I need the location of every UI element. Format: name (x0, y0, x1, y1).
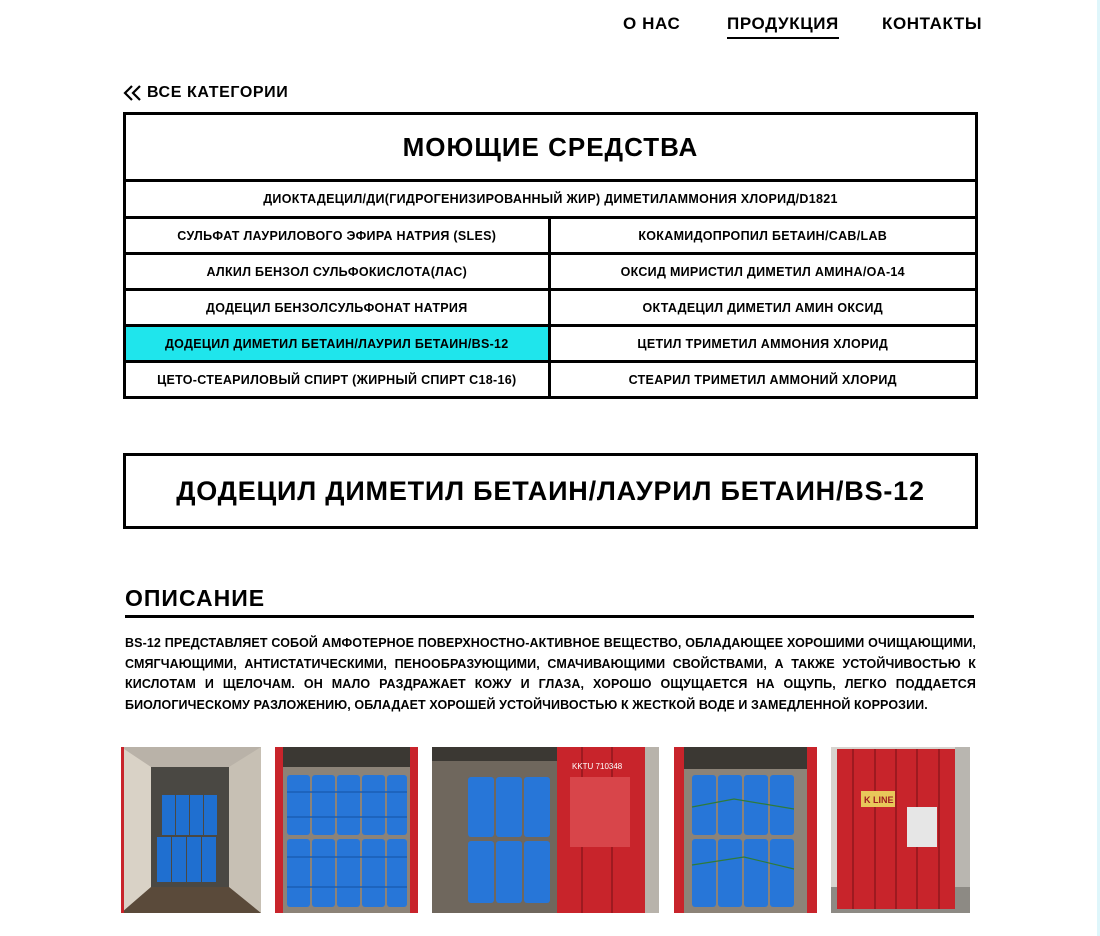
category-row (126, 363, 975, 396)
category-title: МОЮЩИЕ СРЕДСТВА (126, 115, 975, 182)
product-link[interactable]: ОКСИД МИРИСТИЛ ДИМЕТИЛ АМИНА/OA-14 (620, 264, 905, 279)
product-link[interactable]: КОКАМИДОПРОПИЛ БЕТАИН/CAB/LAB (638, 228, 888, 243)
category-row (126, 255, 975, 291)
nav-contacts[interactable]: КОНТАКТЫ (882, 14, 983, 33)
container-door-text: KKTU 710348 (572, 762, 623, 771)
product-link[interactable]: АЛКИЛ БЕНЗОЛ СУЛЬФОКИСЛОТА(ЛАС) (126, 255, 551, 288)
category-row (126, 327, 975, 363)
container-door-image (432, 747, 659, 913)
container-closed-image (831, 747, 970, 913)
photo-container-drums-3[interactable] (674, 747, 817, 913)
product-link[interactable]: ЦЕТИЛ ТРИМЕТИЛ АММОНИЯ ХЛОРИД (637, 336, 889, 351)
description-heading: ОПИСАНИЕ (125, 585, 974, 618)
photo-container-drums-1[interactable] (121, 747, 261, 913)
product-link[interactable]: СУЛЬФАТ ЛАУРИЛОВОГО ЭФИРА НАТРИЯ (SLES) (126, 219, 551, 252)
product-link[interactable]: ЦЕТО-СТЕАРИЛОВЫЙ СПИРТ (ЖИРНЫЙ СПИРТ C18-16) (126, 363, 551, 396)
product-link[interactable]: СТЕАРИЛ ТРИМЕТИЛ АММОНИЙ ХЛОРИД (628, 372, 897, 387)
back-link-label: ВСЕ КАТЕГОРИИ (147, 84, 289, 101)
category-row (126, 182, 975, 219)
product-link[interactable]: ДОДЕЦИЛ БЕНЗОЛСУЛЬФОНАТ НАТРИЯ (126, 291, 551, 324)
container-logo-text: K LINE (864, 795, 894, 805)
container-drums-image (674, 747, 817, 913)
category-row (126, 291, 975, 327)
nav-products[interactable]: ПРОДУКЦИЯ (727, 14, 839, 39)
product-title: ДОДЕЦИЛ ДИМЕТИЛ БЕТАИН/ЛАУРИЛ БЕТАИН/BS-12 (123, 453, 978, 529)
category-table (123, 112, 978, 399)
double-chevron-left-icon (123, 84, 143, 102)
product-link-active[interactable]: ДОДЕЦИЛ ДИМЕТИЛ БЕТАИН/ЛАУРИЛ БЕТАИН/BS-12 (126, 327, 551, 360)
container-drums-image (275, 747, 418, 913)
description-text: BS-12 ПРЕДСТАВЛЯЕТ СОБОЙ АМФОТЕРНОЕ ПОВЕРХНОСТНО-АКТИВНОЕ ВЕЩЕСТВО, ОБЛАДАЮЩЕЕ ХОРОШИМИ ОЧИЩАЮЩИМИ, СМЯГЧАЮЩИМИ, АНТИСТАТИЧЕСКИМИ, ПЕНООБРАЗУЮЩИМИ, СМАЧИВАЮЩИМИ СВОЙСТВАМИ, А ТАКЖЕ УСТОЙЧИВОСТЬЮ К КИСЛОТАМ И ЩЕЛОЧАМ. ОН МАЛО РАЗДРАЖАЕТ КОЖУ И ГЛАЗА, ХОРОШО ОЩУЩАЕТСЯ НА ОЩУПЬ, ЛЕГКО ПОДДАЕТСЯ БИОЛОГИЧЕСКОМУ РАЗЛОЖЕНИЮ, ОБЛАДАЕТ ХОРОШЕЙ УСТОЙЧИВОСТЬЮ К ЖЕСТКОЙ ВОДЕ И ЗАМЕДЛЕННОЙ КОРРОЗИИ. (125, 636, 976, 712)
photo-container-closed[interactable] (831, 747, 970, 913)
photo-container-drums-2[interactable] (275, 747, 418, 913)
back-to-categories-link[interactable] (123, 83, 288, 103)
container-drums-image (121, 747, 261, 913)
product-link[interactable]: ОКТАДЕЦИЛ ДИМЕТИЛ АМИН ОКСИД (642, 300, 884, 315)
top-nav (0, 14, 1100, 44)
nav-about[interactable]: О НАС (623, 14, 681, 33)
photo-container-open-door[interactable] (432, 747, 659, 913)
product-link[interactable]: ДИОКТАДЕЦИЛ/ДИ(ГИДРОГЕНИЗИРОВАННЫЙ ЖИР) ДИМЕТИЛАММОНИЯ ХЛОРИД/D1821 (263, 192, 838, 206)
category-row (126, 219, 975, 255)
